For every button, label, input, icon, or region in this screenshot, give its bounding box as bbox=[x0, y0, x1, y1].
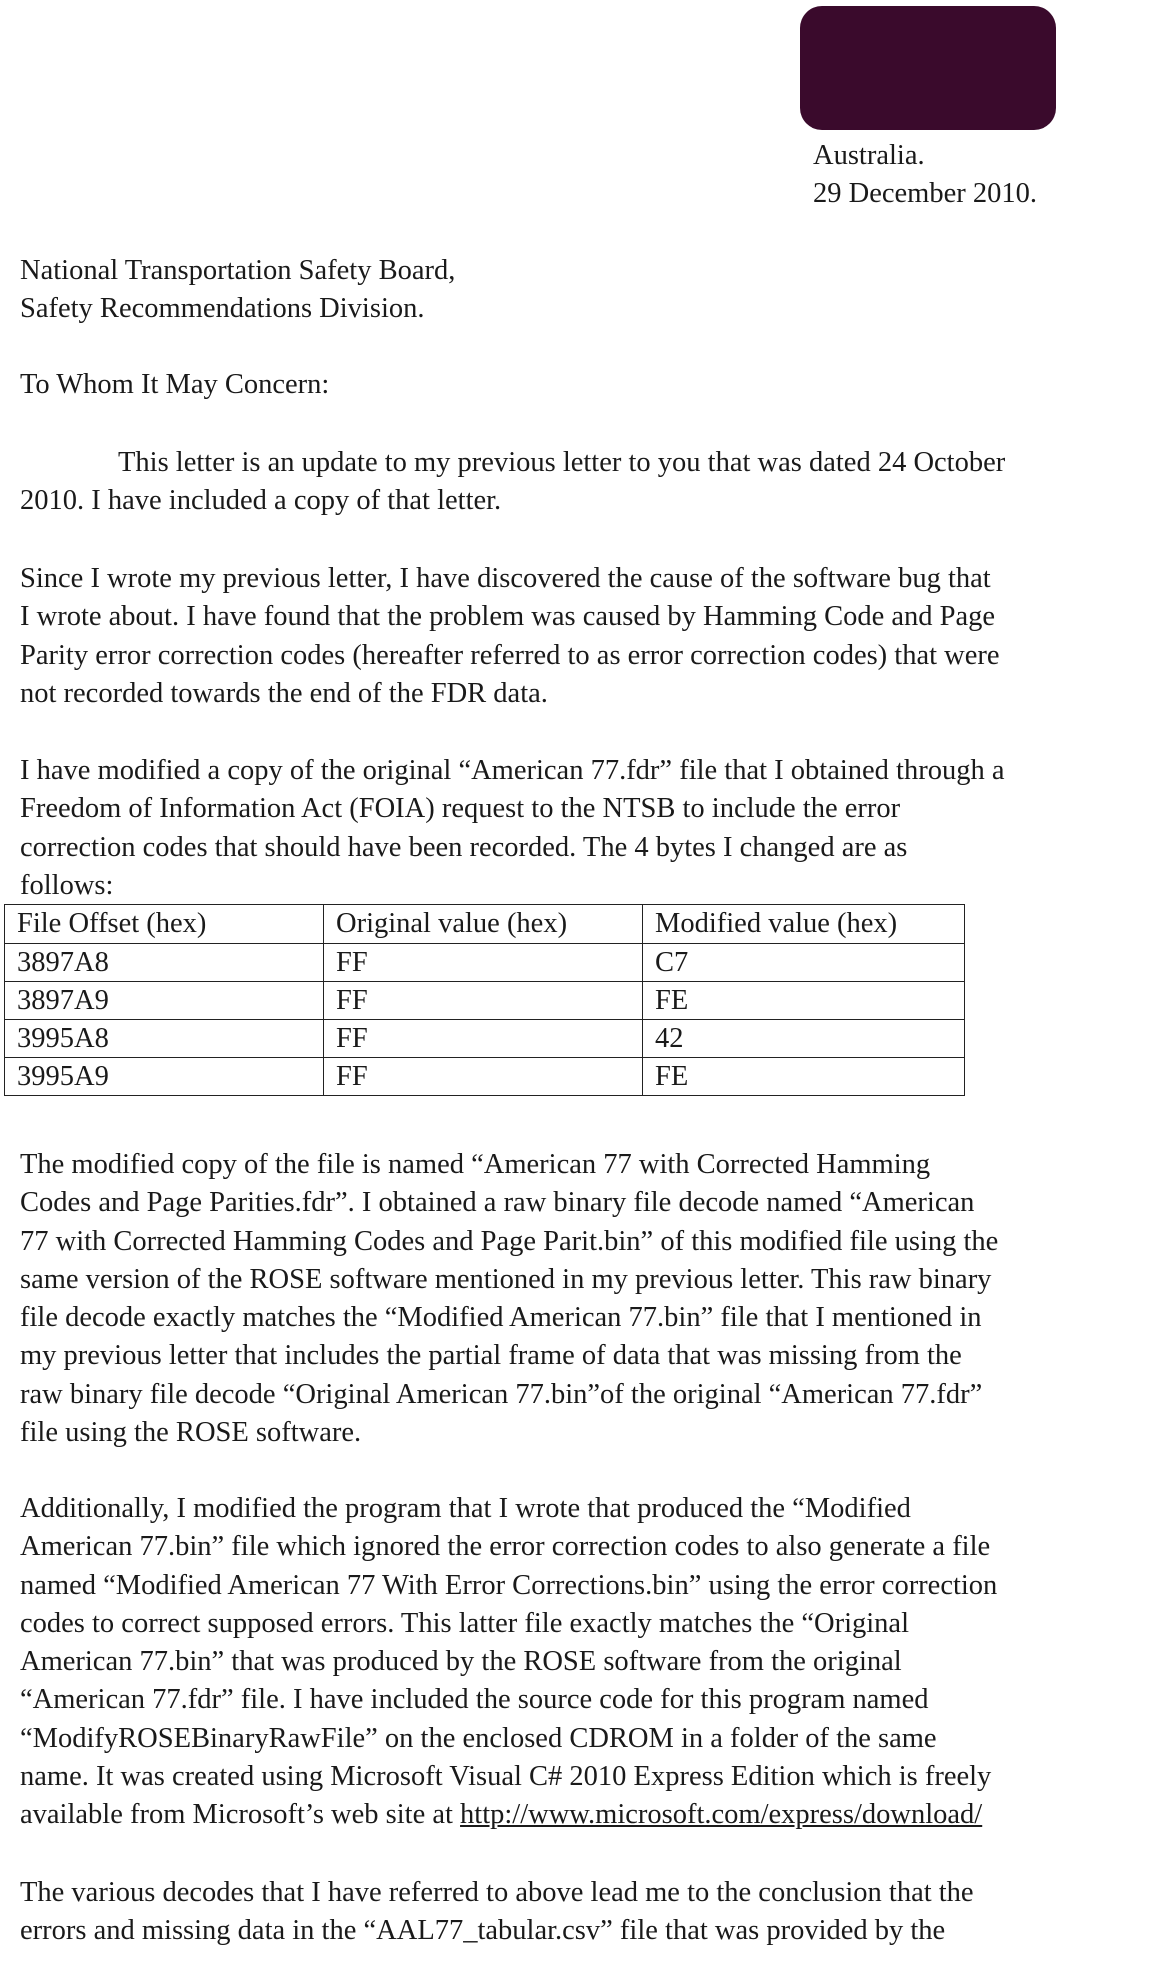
paragraph-line: Parity error correction codes (hereafter referred to as error correction codes) that were bbox=[20, 639, 1000, 671]
table-row bbox=[5, 1020, 965, 1058]
microsoft-download-link[interactable]: http://www.microsoft.com/express/download/ bbox=[460, 1799, 983, 1831]
paragraph-line: American 77.bin” file which ignored the error correction codes to also generate a file bbox=[20, 1531, 991, 1563]
paragraph-line: correction codes that should have been recorded. The 4 bytes I changed are as bbox=[20, 831, 908, 863]
table-cell: FE bbox=[643, 982, 965, 1020]
paragraph-line: codes to correct supposed errors. This latter file exactly matches the “Original bbox=[20, 1607, 909, 1639]
paragraph-line: The various decodes that I have referred to above lead me to the conclusion that the bbox=[20, 1877, 974, 1908]
paragraph-text: available from Microsoft’s web site at bbox=[20, 1799, 461, 1831]
table-cell: 3897A8 bbox=[5, 944, 324, 982]
letter-date: 29 December 2010. bbox=[813, 178, 1037, 209]
sender-address bbox=[813, 137, 1037, 213]
paragraph-line: named “Modified American 77 With Error Corrections.bin” using the error correction bbox=[20, 1569, 998, 1601]
changed-bytes-table bbox=[4, 904, 965, 1096]
column-header: Original value (hex) bbox=[324, 905, 643, 944]
table-row bbox=[5, 982, 965, 1020]
paragraph-line: The modified copy of the file is named “American 77 with Corrected Hamming bbox=[20, 1149, 931, 1180]
table-cell: FF bbox=[324, 1058, 643, 1096]
paragraph-bug-cause bbox=[20, 560, 1170, 713]
recipient-line: National Transportation Safety Board, bbox=[20, 255, 456, 286]
paragraph-line: same version of the ROSE software mentioned in my previous letter. This raw binary bbox=[20, 1263, 992, 1295]
paragraph-intro bbox=[20, 444, 1170, 521]
redaction-block bbox=[800, 6, 1056, 130]
table-cell: FF bbox=[324, 1020, 643, 1058]
paragraph-line: Freedom of Information Act (FOIA) request to the NTSB to include the error bbox=[20, 793, 901, 825]
paragraph-line: I have modified a copy of the original “American 77.fdr” file that I obtained through a bbox=[20, 755, 1005, 786]
table-cell: FF bbox=[324, 982, 643, 1020]
paragraph-line: not recorded towards the end of the FDR data. bbox=[20, 677, 548, 709]
paragraph-line: Since I wrote my previous letter, I have discovered the cause of the software bug that bbox=[20, 563, 991, 594]
paragraph-line: 77 with Corrected Hamming Codes and Page Parit.bin” of this modified file using the bbox=[20, 1225, 999, 1257]
paragraph-conclusion bbox=[20, 1874, 1170, 1951]
table-row bbox=[5, 944, 965, 982]
paragraph-line: follows: bbox=[20, 869, 114, 901]
recipient-line: Safety Recommendations Division. bbox=[20, 293, 425, 324]
column-header: File Offset (hex) bbox=[5, 905, 324, 944]
table-cell: 42 bbox=[643, 1020, 965, 1058]
paragraph-line: This letter is an update to my previous letter to you that was dated 24 October bbox=[118, 447, 1006, 478]
paragraph-line: raw binary file decode “Original American 77.bin”of the original “American 77.fdr” bbox=[20, 1378, 983, 1410]
table-cell: FF bbox=[324, 944, 643, 982]
sender-country: Australia. bbox=[813, 140, 925, 171]
paragraph-modified-copy bbox=[20, 1146, 1170, 1452]
table-cell: 3995A8 bbox=[5, 1020, 324, 1058]
paragraph-line bbox=[20, 1796, 1170, 1834]
recipient-address bbox=[20, 252, 455, 328]
column-header: Modified value (hex) bbox=[643, 905, 965, 944]
table-cell: 3995A9 bbox=[5, 1058, 324, 1096]
table-cell: 3897A9 bbox=[5, 982, 324, 1020]
paragraph-line: file using the ROSE software. bbox=[20, 1417, 362, 1449]
paragraph-line: errors and missing data in the “AAL77_tabular.csv” file that was provided by the bbox=[20, 1915, 946, 1947]
paragraph-line: my previous letter that includes the partial frame of data that was missing from the bbox=[20, 1340, 962, 1372]
salutation: To Whom It May Concern: bbox=[20, 369, 330, 400]
table-header-row bbox=[5, 905, 965, 944]
paragraph-line: I wrote about. I have found that the problem was caused by Hamming Code and Page bbox=[20, 601, 996, 633]
paragraph-line: Codes and Page Parities.fdr”. I obtained a raw binary file decode named “American bbox=[20, 1187, 975, 1219]
paragraph-modification bbox=[20, 752, 1170, 905]
table-cell: C7 bbox=[643, 944, 965, 982]
paragraph-program bbox=[20, 1490, 1170, 1835]
paragraph-line: name. It was created using Microsoft Visual C# 2010 Express Edition which is freely bbox=[20, 1761, 992, 1793]
paragraph-line: “ModifyROSEBinaryRawFile” on the enclosed CDROM in a folder of the same bbox=[20, 1722, 937, 1754]
paragraph-line: 2010. I have included a copy of that letter. bbox=[20, 485, 502, 517]
table-row bbox=[5, 1058, 965, 1096]
table-cell: FE bbox=[643, 1058, 965, 1096]
paragraph-line: “American 77.fdr” file. I have included the source code for this program named bbox=[20, 1684, 929, 1716]
paragraph-line: Additionally, I modified the program that I wrote that produced the “Modified bbox=[20, 1493, 911, 1524]
paragraph-line: American 77.bin” that was produced by the ROSE software from the original bbox=[20, 1646, 902, 1678]
paragraph-line: file decode exactly matches the “Modified American 77.bin” file that I mentioned in bbox=[20, 1302, 982, 1334]
